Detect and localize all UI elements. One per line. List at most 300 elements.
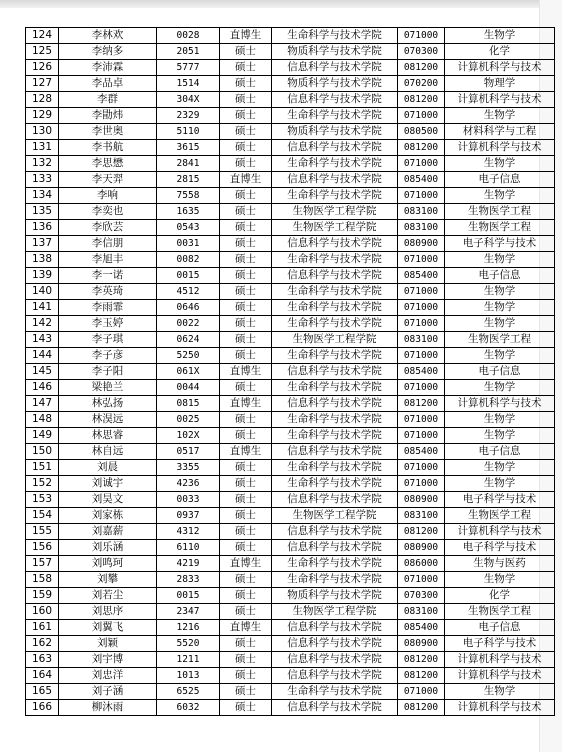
row-number-cell: 127 <box>26 76 59 92</box>
college-cell: 信息科学与技术学院 <box>272 652 398 668</box>
major-code-cell: 081200 <box>398 700 445 716</box>
table-row <box>26 124 555 140</box>
table-row <box>26 652 555 668</box>
table-row <box>26 76 555 92</box>
college-cell: 生命科学与技术学院 <box>272 316 398 332</box>
degree-type-cell: 硕士 <box>220 636 272 652</box>
degree-type-cell: 硕士 <box>220 492 272 508</box>
degree-type-cell: 硕士 <box>220 284 272 300</box>
table-row <box>26 460 555 476</box>
table-row <box>26 156 555 172</box>
major-code-cell: 071000 <box>398 284 445 300</box>
major-name-cell: 生物学 <box>445 380 555 396</box>
row-number-cell: 129 <box>26 108 59 124</box>
major-code-cell: 071000 <box>398 252 445 268</box>
table-row <box>26 492 555 508</box>
student-name-cell: 林思睿 <box>59 428 157 444</box>
table-row <box>26 364 555 380</box>
major-name-cell: 电子信息 <box>445 364 555 380</box>
major-code-cell: 071000 <box>398 572 445 588</box>
row-number-cell: 146 <box>26 380 59 396</box>
student-name-cell: 刘子涵 <box>59 684 157 700</box>
degree-type-cell: 直博生 <box>220 620 272 636</box>
degree-type-cell: 硕士 <box>220 332 272 348</box>
row-number-cell: 161 <box>26 620 59 636</box>
major-code-cell: 083100 <box>398 204 445 220</box>
table-row <box>26 556 555 572</box>
row-number-cell: 131 <box>26 140 59 156</box>
degree-type-cell: 硕士 <box>220 652 272 668</box>
major-code-cell: 081200 <box>398 140 445 156</box>
college-cell: 生命科学与技术学院 <box>272 460 398 476</box>
major-name-cell: 计算机科学与技术 <box>445 396 555 412</box>
id-suffix-cell: 0015 <box>157 588 220 604</box>
major-name-cell: 生物学 <box>445 300 555 316</box>
row-number-cell: 144 <box>26 348 59 364</box>
table-row <box>26 60 555 76</box>
id-suffix-cell: 2841 <box>157 156 220 172</box>
college-cell: 生物医学工程学院 <box>272 204 398 220</box>
college-cell: 信息科学与技术学院 <box>272 668 398 684</box>
college-cell: 信息科学与技术学院 <box>272 540 398 556</box>
id-suffix-cell: 2329 <box>157 108 220 124</box>
major-code-cell: 083100 <box>398 220 445 236</box>
table-row <box>26 396 555 412</box>
student-name-cell: 刘宇博 <box>59 652 157 668</box>
table-row <box>26 172 555 188</box>
major-name-cell: 化学 <box>445 588 555 604</box>
row-number-cell: 155 <box>26 524 59 540</box>
student-name-cell: 梁艳兰 <box>59 380 157 396</box>
student-name-cell: 刘诚宇 <box>59 476 157 492</box>
student-name-cell: 林弘扬 <box>59 396 157 412</box>
id-suffix-cell: 7558 <box>157 188 220 204</box>
id-suffix-cell: 6525 <box>157 684 220 700</box>
major-code-cell: 081200 <box>398 668 445 684</box>
major-name-cell: 物理学 <box>445 76 555 92</box>
table-row <box>26 412 555 428</box>
college-cell: 生命科学与技术学院 <box>272 252 398 268</box>
table-row <box>26 524 555 540</box>
table-row <box>26 108 555 124</box>
major-name-cell: 电子科学与技术 <box>445 236 555 252</box>
id-suffix-cell: 0646 <box>157 300 220 316</box>
row-number-cell: 163 <box>26 652 59 668</box>
degree-type-cell: 直博生 <box>220 364 272 380</box>
row-number-cell: 134 <box>26 188 59 204</box>
student-name-cell: 李信朋 <box>59 236 157 252</box>
major-name-cell: 电子信息 <box>445 268 555 284</box>
row-number-cell: 158 <box>26 572 59 588</box>
major-code-cell: 083100 <box>398 604 445 620</box>
student-name-cell: 刘嘉薪 <box>59 524 157 540</box>
id-suffix-cell: 4236 <box>157 476 220 492</box>
student-name-cell: 柳沐雨 <box>59 700 157 716</box>
row-number-cell: 136 <box>26 220 59 236</box>
major-code-cell: 070300 <box>398 588 445 604</box>
student-name-cell: 李欣芸 <box>59 220 157 236</box>
major-name-cell: 计算机科学与技术 <box>445 652 555 668</box>
row-number-cell: 153 <box>26 492 59 508</box>
id-suffix-cell: 0033 <box>157 492 220 508</box>
college-cell: 信息科学与技术学院 <box>272 364 398 380</box>
major-code-cell: 071000 <box>398 108 445 124</box>
student-name-cell: 李子琪 <box>59 332 157 348</box>
id-suffix-cell: 1514 <box>157 76 220 92</box>
major-name-cell: 电子科学与技术 <box>445 540 555 556</box>
student-name-cell: 刘攀 <box>59 572 157 588</box>
degree-type-cell: 硕士 <box>220 668 272 684</box>
row-number-cell: 164 <box>26 668 59 684</box>
window-top-edge <box>0 0 562 8</box>
id-suffix-cell: 1013 <box>157 668 220 684</box>
id-suffix-cell: 2833 <box>157 572 220 588</box>
row-number-cell: 150 <box>26 444 59 460</box>
table-row <box>26 188 555 204</box>
major-name-cell: 电子信息 <box>445 620 555 636</box>
row-number-cell: 128 <box>26 92 59 108</box>
major-name-cell: 生物学 <box>445 156 555 172</box>
student-name-cell: 刘若尘 <box>59 588 157 604</box>
row-number-cell: 126 <box>26 60 59 76</box>
major-name-cell: 电子科学与技术 <box>445 636 555 652</box>
college-cell: 信息科学与技术学院 <box>272 268 398 284</box>
student-name-cell: 李书航 <box>59 140 157 156</box>
major-name-cell: 电子信息 <box>445 444 555 460</box>
degree-type-cell: 硕士 <box>220 428 272 444</box>
degree-type-cell: 硕士 <box>220 268 272 284</box>
major-code-cell: 071000 <box>398 300 445 316</box>
major-code-cell: 083100 <box>398 508 445 524</box>
row-number-cell: 145 <box>26 364 59 380</box>
college-cell: 生命科学与技术学院 <box>272 572 398 588</box>
table-row <box>26 28 555 44</box>
student-name-cell: 李品卓 <box>59 76 157 92</box>
degree-type-cell: 硕士 <box>220 44 272 60</box>
college-cell: 信息科学与技术学院 <box>272 236 398 252</box>
student-name-cell: 李英琦 <box>59 284 157 300</box>
major-name-cell: 生物学 <box>445 284 555 300</box>
row-number-cell: 142 <box>26 316 59 332</box>
degree-type-cell: 硕士 <box>220 508 272 524</box>
degree-type-cell: 硕士 <box>220 220 272 236</box>
degree-type-cell: 硕士 <box>220 140 272 156</box>
table-row <box>26 588 555 604</box>
degree-type-cell: 硕士 <box>220 252 272 268</box>
id-suffix-cell: 6032 <box>157 700 220 716</box>
college-cell: 信息科学与技术学院 <box>272 524 398 540</box>
degree-type-cell: 硕士 <box>220 476 272 492</box>
row-number-cell: 132 <box>26 156 59 172</box>
major-name-cell: 生物学 <box>445 412 555 428</box>
degree-type-cell: 硕士 <box>220 588 272 604</box>
degree-type-cell: 硕士 <box>220 572 272 588</box>
degree-type-cell: 硕士 <box>220 124 272 140</box>
student-name-cell: 李勖炜 <box>59 108 157 124</box>
table-row <box>26 92 555 108</box>
row-number-cell: 130 <box>26 124 59 140</box>
student-name-cell: 刘翼飞 <box>59 620 157 636</box>
major-name-cell: 生物与医药 <box>445 556 555 572</box>
major-code-cell: 071000 <box>398 476 445 492</box>
degree-type-cell: 硕士 <box>220 348 272 364</box>
table-row <box>26 252 555 268</box>
table-row <box>26 268 555 284</box>
major-name-cell: 生物学 <box>445 428 555 444</box>
college-cell: 物质科学与技术学院 <box>272 588 398 604</box>
id-suffix-cell: 4512 <box>157 284 220 300</box>
major-name-cell: 生物学 <box>445 460 555 476</box>
id-suffix-cell: 0517 <box>157 444 220 460</box>
college-cell: 信息科学与技术学院 <box>272 492 398 508</box>
student-name-cell: 刘乐涵 <box>59 540 157 556</box>
student-name-cell: 刘家栋 <box>59 508 157 524</box>
degree-type-cell: 直博生 <box>220 28 272 44</box>
id-suffix-cell: 0022 <box>157 316 220 332</box>
major-name-cell: 生物医学工程 <box>445 604 555 620</box>
major-name-cell: 生物医学工程 <box>445 204 555 220</box>
student-name-cell: 李奕也 <box>59 204 157 220</box>
major-name-cell: 生物学 <box>445 108 555 124</box>
major-code-cell: 080900 <box>398 540 445 556</box>
degree-type-cell: 硕士 <box>220 524 272 540</box>
row-number-cell: 160 <box>26 604 59 620</box>
degree-type-cell: 硕士 <box>220 460 272 476</box>
table-row <box>26 684 555 700</box>
major-code-cell: 071000 <box>398 348 445 364</box>
table-row <box>26 700 555 716</box>
college-cell: 生物医学工程学院 <box>272 220 398 236</box>
major-code-cell: 080900 <box>398 492 445 508</box>
major-code-cell: 080900 <box>398 636 445 652</box>
major-code-cell: 086000 <box>398 556 445 572</box>
row-number-cell: 165 <box>26 684 59 700</box>
major-code-cell: 070300 <box>398 44 445 60</box>
table-row <box>26 204 555 220</box>
row-number-cell: 154 <box>26 508 59 524</box>
degree-type-cell: 硕士 <box>220 108 272 124</box>
major-name-cell: 计算机科学与技术 <box>445 60 555 76</box>
table-row <box>26 44 555 60</box>
id-suffix-cell: 0543 <box>157 220 220 236</box>
row-number-cell: 135 <box>26 204 59 220</box>
id-suffix-cell: 2051 <box>157 44 220 60</box>
id-suffix-cell: 0044 <box>157 380 220 396</box>
major-code-cell: 085400 <box>398 364 445 380</box>
student-name-cell: 刘颖 <box>59 636 157 652</box>
student-name-cell: 李群 <box>59 92 157 108</box>
major-code-cell: 070200 <box>398 76 445 92</box>
row-number-cell: 162 <box>26 636 59 652</box>
degree-type-cell: 硕士 <box>220 316 272 332</box>
student-name-cell: 李一诺 <box>59 268 157 284</box>
major-code-cell: 081200 <box>398 396 445 412</box>
id-suffix-cell: 5777 <box>157 60 220 76</box>
student-name-cell: 李纳多 <box>59 44 157 60</box>
id-suffix-cell: 1635 <box>157 204 220 220</box>
student-name-cell: 刘昊文 <box>59 492 157 508</box>
major-name-cell: 生物学 <box>445 252 555 268</box>
row-number-cell: 141 <box>26 300 59 316</box>
row-number-cell: 124 <box>26 28 59 44</box>
college-cell: 生物医学工程学院 <box>272 508 398 524</box>
row-number-cell: 140 <box>26 284 59 300</box>
college-cell: 信息科学与技术学院 <box>272 444 398 460</box>
major-code-cell: 083100 <box>398 332 445 348</box>
table-row <box>26 572 555 588</box>
degree-type-cell: 硕士 <box>220 684 272 700</box>
college-cell: 生命科学与技术学院 <box>272 348 398 364</box>
major-name-cell: 材料科学与工程 <box>445 124 555 140</box>
table-row <box>26 380 555 396</box>
row-number-cell: 137 <box>26 236 59 252</box>
id-suffix-cell: 0082 <box>157 252 220 268</box>
major-code-cell: 071000 <box>398 380 445 396</box>
degree-type-cell: 硕士 <box>220 540 272 556</box>
major-name-cell: 生物学 <box>445 572 555 588</box>
major-name-cell: 计算机科学与技术 <box>445 700 555 716</box>
table-row <box>26 540 555 556</box>
college-cell: 生命科学与技术学院 <box>272 476 398 492</box>
row-number-cell: 133 <box>26 172 59 188</box>
row-number-cell: 166 <box>26 700 59 716</box>
major-name-cell: 计算机科学与技术 <box>445 668 555 684</box>
student-name-cell: 李天羿 <box>59 172 157 188</box>
major-code-cell: 080500 <box>398 124 445 140</box>
student-name-cell: 李响 <box>59 188 157 204</box>
row-number-cell: 147 <box>26 396 59 412</box>
degree-type-cell: 硕士 <box>220 380 272 396</box>
table-row <box>26 332 555 348</box>
college-cell: 生命科学与技术学院 <box>272 380 398 396</box>
student-name-cell: 李子彦 <box>59 348 157 364</box>
student-name-cell: 李旭丰 <box>59 252 157 268</box>
major-code-cell: 081200 <box>398 652 445 668</box>
row-number-cell: 148 <box>26 412 59 428</box>
student-name-cell: 林淏远 <box>59 412 157 428</box>
major-name-cell: 电子信息 <box>445 172 555 188</box>
id-suffix-cell: 0624 <box>157 332 220 348</box>
student-name-cell: 李世奥 <box>59 124 157 140</box>
table-row <box>26 316 555 332</box>
student-name-cell: 林自远 <box>59 444 157 460</box>
college-cell: 生命科学与技术学院 <box>272 188 398 204</box>
college-cell: 生命科学与技术学院 <box>272 412 398 428</box>
major-code-cell: 085400 <box>398 172 445 188</box>
degree-type-cell: 硕士 <box>220 204 272 220</box>
degree-type-cell: 硕士 <box>220 60 272 76</box>
row-number-cell: 152 <box>26 476 59 492</box>
major-name-cell: 计算机科学与技术 <box>445 92 555 108</box>
id-suffix-cell: 5110 <box>157 124 220 140</box>
id-suffix-cell: 4219 <box>157 556 220 572</box>
table-row <box>26 444 555 460</box>
table-row <box>26 508 555 524</box>
college-cell: 生命科学与技术学院 <box>272 108 398 124</box>
student-name-cell: 李玉婷 <box>59 316 157 332</box>
college-cell: 物质科学与技术学院 <box>272 124 398 140</box>
degree-type-cell: 硕士 <box>220 92 272 108</box>
major-name-cell: 电子科学与技术 <box>445 492 555 508</box>
row-number-cell: 159 <box>26 588 59 604</box>
id-suffix-cell: 4312 <box>157 524 220 540</box>
major-name-cell: 生物学 <box>445 348 555 364</box>
college-cell: 生物医学工程学院 <box>272 604 398 620</box>
college-cell: 物质科学与技术学院 <box>272 44 398 60</box>
id-suffix-cell: 304X <box>157 92 220 108</box>
id-suffix-cell: 0028 <box>157 28 220 44</box>
major-code-cell: 081200 <box>398 92 445 108</box>
table-body <box>26 28 555 716</box>
college-cell: 生命科学与技术学院 <box>272 284 398 300</box>
major-name-cell: 生物学 <box>445 188 555 204</box>
id-suffix-cell: 5250 <box>157 348 220 364</box>
student-name-cell: 刘鸣珂 <box>59 556 157 572</box>
major-code-cell: 071000 <box>398 156 445 172</box>
id-suffix-cell: 2347 <box>157 604 220 620</box>
degree-type-cell: 硕士 <box>220 156 272 172</box>
major-code-cell: 071000 <box>398 316 445 332</box>
row-number-cell: 138 <box>26 252 59 268</box>
table-row <box>26 620 555 636</box>
major-code-cell: 071000 <box>398 188 445 204</box>
college-cell: 生命科学与技术学院 <box>272 28 398 44</box>
major-name-cell: 计算机科学与技术 <box>445 140 555 156</box>
degree-type-cell: 硕士 <box>220 700 272 716</box>
id-suffix-cell: 3355 <box>157 460 220 476</box>
major-name-cell: 生物医学工程 <box>445 332 555 348</box>
row-number-cell: 139 <box>26 268 59 284</box>
student-name-cell: 李子阳 <box>59 364 157 380</box>
college-cell: 信息科学与技术学院 <box>272 92 398 108</box>
student-name-cell: 刘晨 <box>59 460 157 476</box>
major-code-cell: 085400 <box>398 268 445 284</box>
college-cell: 生命科学与技术学院 <box>272 428 398 444</box>
id-suffix-cell: 0937 <box>157 508 220 524</box>
id-suffix-cell: 6110 <box>157 540 220 556</box>
table-row <box>26 220 555 236</box>
table-row <box>26 300 555 316</box>
id-suffix-cell: 0015 <box>157 268 220 284</box>
table-row <box>26 476 555 492</box>
id-suffix-cell: 5520 <box>157 636 220 652</box>
degree-type-cell: 硕士 <box>220 604 272 620</box>
major-code-cell: 071000 <box>398 28 445 44</box>
table-row <box>26 604 555 620</box>
id-suffix-cell: 0025 <box>157 412 220 428</box>
major-code-cell: 071000 <box>398 684 445 700</box>
degree-type-cell: 硕士 <box>220 188 272 204</box>
id-suffix-cell: 1211 <box>157 652 220 668</box>
degree-type-cell: 硕士 <box>220 300 272 316</box>
college-cell: 生命科学与技术学院 <box>272 556 398 572</box>
student-name-cell: 李思懋 <box>59 156 157 172</box>
row-number-cell: 157 <box>26 556 59 572</box>
student-name-cell: 刘思序 <box>59 604 157 620</box>
id-suffix-cell: 061X <box>157 364 220 380</box>
major-name-cell: 生物学 <box>445 476 555 492</box>
college-cell: 信息科学与技术学院 <box>272 636 398 652</box>
id-suffix-cell: 3615 <box>157 140 220 156</box>
college-cell: 物质科学与技术学院 <box>272 76 398 92</box>
college-cell: 信息科学与技术学院 <box>272 700 398 716</box>
college-cell: 信息科学与技术学院 <box>272 396 398 412</box>
row-number-cell: 143 <box>26 332 59 348</box>
table-row <box>26 668 555 684</box>
id-suffix-cell: 2815 <box>157 172 220 188</box>
student-name-cell: 李林欢 <box>59 28 157 44</box>
major-code-cell: 071000 <box>398 412 445 428</box>
